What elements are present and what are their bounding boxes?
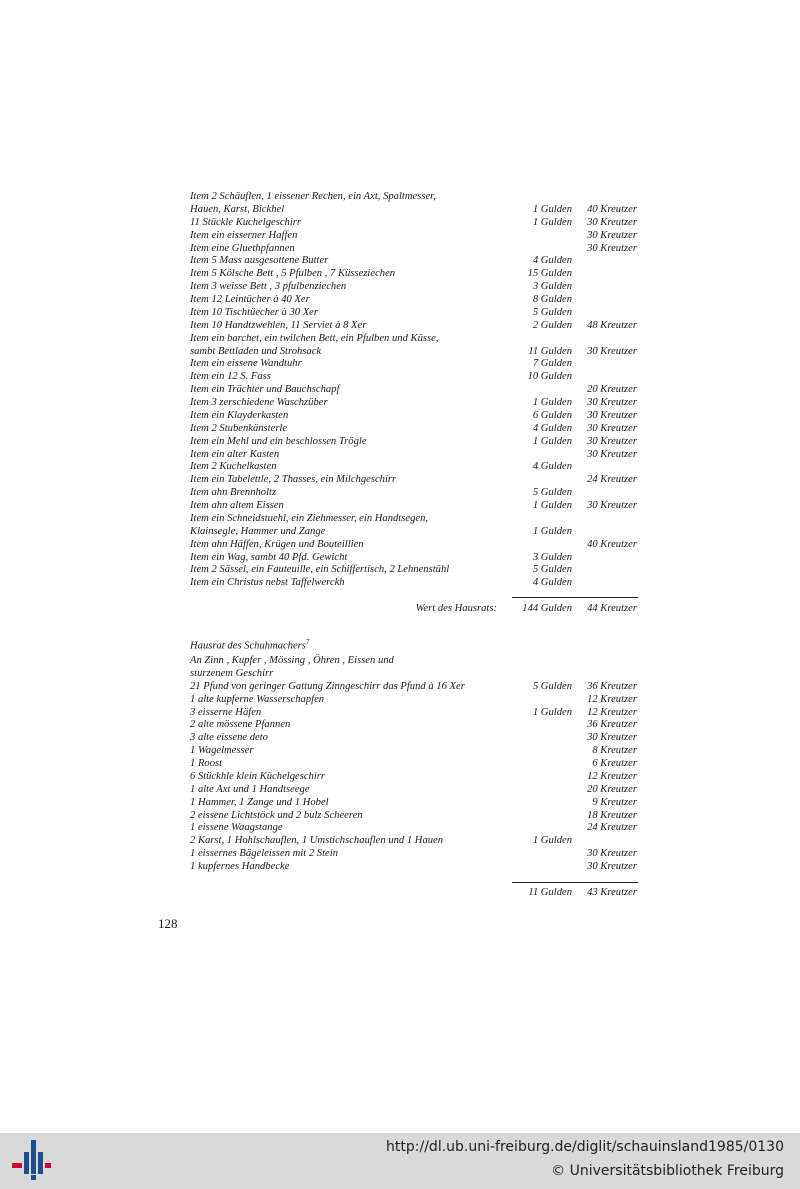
total-gulden: 144 Gulden xyxy=(522,603,572,614)
item-description: 1 alte Axt und 1 Handtseege xyxy=(190,783,310,795)
item-description: Item ahn altem Eissen xyxy=(190,500,284,511)
gulden-value: 15 Gulden xyxy=(527,268,572,280)
item-description: Hauen, Karst, Bickhel xyxy=(190,203,285,215)
copyright-notice: © Universitätsbibliothek Freiburg xyxy=(551,1163,784,1179)
inventory-row xyxy=(190,461,638,474)
gulden-value: 3 Gulden xyxy=(532,551,572,563)
item-description: Item 2 Stubenkänsterle xyxy=(190,422,288,434)
inventory-row xyxy=(190,397,638,410)
item-description: Item ein Schneidstuehl, ein Ziehmesser, ein Handtsegen, xyxy=(190,512,429,524)
inventory-row xyxy=(190,835,638,848)
kreutzer-value: 30 Kreutzer xyxy=(587,422,637,434)
gulden-value: 2 Gulden xyxy=(532,319,572,331)
kreutzer-value: 40 Kreutzer xyxy=(587,538,637,550)
inventory-row xyxy=(190,281,638,294)
inventory-row xyxy=(190,513,638,526)
item-description: sturzenem Geschirr xyxy=(190,667,274,679)
inventory-row xyxy=(190,436,638,449)
item-description: Item 10 Handtzwehlen, 11 Serviet à 8 Xer xyxy=(190,319,367,331)
kreutzer-value: 30 Kreutzer xyxy=(587,861,637,872)
item-description: Item 12 Leintücher à 40 Xer xyxy=(190,294,310,305)
item-description: Item 3 weisse Bett , 3 pfulbenziechen xyxy=(190,281,347,293)
kreutzer-value: 12 Kreutzer xyxy=(587,693,637,705)
inventory-row xyxy=(190,333,638,346)
item-description: Item ein eissene Wandtuhr xyxy=(190,358,302,370)
inventory-row xyxy=(190,784,638,797)
item-description: 3 alte eissene deto xyxy=(190,732,268,744)
kreutzer-value: 30 Kreutzer xyxy=(587,448,637,460)
household-total-row xyxy=(190,602,638,615)
gulden-value: 1 Gulden xyxy=(532,500,572,511)
gulden-value: 5 Gulden xyxy=(532,487,572,499)
item-description: Item 2 Kuchelkasten xyxy=(190,461,277,473)
gulden-value: 6 Gulden xyxy=(532,409,572,421)
item-description: 1 Roost xyxy=(190,758,223,769)
total-kreutzer: 44 Kreutzer xyxy=(587,603,637,614)
total-label: Wert des Hausrats: xyxy=(415,603,497,614)
item-description: Item ein barchet, ein twilchen Bett, ein Pfulben und Küsse, xyxy=(190,332,439,344)
kreutzer-value: 30 Kreutzer xyxy=(587,500,637,511)
gulden-value: 5 Gulden xyxy=(532,680,572,692)
gulden-value: 1 Gulden xyxy=(532,216,572,228)
kreutzer-value: 30 Kreutzer xyxy=(587,409,637,421)
inventory-row xyxy=(190,668,638,681)
gulden-value: 1 Gulden xyxy=(532,435,572,447)
inventory-row xyxy=(190,320,638,333)
inventory-row xyxy=(190,797,638,810)
item-description: 1 eissene Waagstange xyxy=(190,822,283,834)
kreutzer-value: 30 Kreutzer xyxy=(587,345,637,357)
item-description: Item ein alter Kasten xyxy=(190,448,280,460)
item-description: sambt Bettladen und Strohsack xyxy=(190,345,322,357)
inventory-row xyxy=(190,449,638,462)
kreutzer-value: 12 Kreutzer xyxy=(587,706,637,718)
item-description: 2 alte mössene Pfannen xyxy=(190,719,291,731)
kreutzer-value: 30 Kreutzer xyxy=(587,397,637,408)
item-description: Item ein 12 S. Fass xyxy=(190,371,271,383)
inventory-row xyxy=(190,810,638,823)
item-description: Item ein Klayderkasten xyxy=(190,409,289,421)
inventory-row xyxy=(190,500,638,513)
inventory-row xyxy=(190,487,638,500)
inventory-row xyxy=(190,410,638,423)
item-description: Item ein Christus nebst Taffelwerckh xyxy=(190,577,345,589)
item-description: Item ahn Brennholtz xyxy=(190,487,277,499)
kreutzer-value: 12 Kreutzer xyxy=(587,770,637,782)
kreutzer-value: 20 Kreutzer xyxy=(587,783,637,795)
inventory-row xyxy=(190,423,638,436)
inventory-row xyxy=(190,255,638,268)
inventory-row xyxy=(190,719,638,732)
shoemaker-inventory-list xyxy=(190,655,638,874)
gulden-value: 1 Gulden xyxy=(532,397,572,408)
gulden-value: 7 Gulden xyxy=(532,358,572,370)
item-description: Item 5 Kölsche Bett , 5 Pfulben , 7 Küsseziechen xyxy=(190,268,396,280)
item-description: Klainsegle, Hammer und Zange xyxy=(190,525,326,537)
item-description: 2 Karst, 1 Hohlschauflen, 1 Umstichschauflen und 1 Hauen xyxy=(190,835,444,847)
kreutzer-value: 30 Kreutzer xyxy=(587,435,637,447)
inventory-row xyxy=(190,848,638,861)
gulden-value: 4 Gulden xyxy=(532,422,572,434)
kreutzer-value: 30 Kreutzer xyxy=(587,242,637,254)
inventory-row xyxy=(190,217,638,230)
kreutzer-value: 30 Kreutzer xyxy=(587,216,637,228)
kreutzer-value: 36 Kreutzer xyxy=(587,680,637,692)
gulden-value: 3 Gulden xyxy=(532,281,572,293)
gulden-value: 4 Gulden xyxy=(532,255,572,267)
gulden-value: 1 Gulden xyxy=(532,525,572,537)
inventory-row xyxy=(190,307,638,320)
total-gulden: 11 Gulden xyxy=(528,887,572,898)
kreutzer-value: 6 Kreutzer xyxy=(592,758,637,769)
item-description: Item ahn Häffen, Krügen und Bouteillien xyxy=(190,538,364,550)
item-description: Item ein Tabelettle, 2 Thasses, ein Milchgeschirr xyxy=(190,474,397,486)
kreutzer-value: 40 Kreutzer xyxy=(587,203,637,215)
kreutzer-value: 8 Kreutzer xyxy=(592,745,637,757)
item-description: 21 Pfund von geringer Gattung Zinngeschirr das Pfund à 16 Xer xyxy=(190,680,465,692)
ub-freiburg-logo-icon[interactable] xyxy=(12,1140,50,1180)
inventory-row xyxy=(190,358,638,371)
inventory-row xyxy=(190,771,638,784)
household-inventory-list xyxy=(190,191,638,590)
inventory-row xyxy=(190,526,638,539)
item-description: An Zinn , Kupfer , Mössing , Öhren , Eissen und xyxy=(190,655,394,666)
shoemaker-total-row xyxy=(190,886,638,899)
inventory-row xyxy=(190,745,638,758)
inventory-row xyxy=(190,539,638,552)
sum-rule xyxy=(512,882,638,883)
gulden-value: 5 Gulden xyxy=(532,306,572,318)
item-description: Item 2 Schäuflen, 1 eissener Rechen, ein Axt, Spaltmesser, xyxy=(190,191,436,202)
kreutzer-value: 36 Kreutzer xyxy=(587,719,637,731)
kreutzer-value: 30 Kreutzer xyxy=(587,848,637,860)
gulden-value: 1 Gulden xyxy=(532,835,572,847)
gulden-value: 5 Gulden xyxy=(532,564,572,576)
gulden-value: 10 Gulden xyxy=(527,371,572,383)
gulden-value: 4 Gulden xyxy=(532,461,572,473)
inventory-row xyxy=(190,732,638,745)
inventory-row xyxy=(190,294,638,307)
kreutzer-value: 24 Kreutzer xyxy=(587,474,637,486)
footnote-marker: 7 xyxy=(305,638,310,646)
item-description: 2 eissene Lichtstöck und 2 bulz Scheeren xyxy=(190,809,363,821)
inventory-row xyxy=(190,191,638,204)
item-description: 1 Wagelmesser xyxy=(190,745,254,757)
item-description: 1 alte kupferne Wasserschapfen xyxy=(190,693,325,705)
gulden-value: 11 Gulden xyxy=(528,345,572,357)
section-title-text: Hausrat des Schuhmachers xyxy=(190,640,306,652)
item-description: 11 Stückle Kuchelgeschirr xyxy=(190,216,302,228)
item-description: Item 5 Mass ausgesottene Butter xyxy=(190,255,329,267)
inventory-row xyxy=(190,707,638,720)
source-url-link[interactable]: http://dl.ub.uni-freiburg.de/diglit/schauinsland1985/0130 xyxy=(386,1139,784,1155)
gulden-value: 4 Gulden xyxy=(532,577,572,589)
inventory-row xyxy=(190,230,638,243)
item-description: Item eine Gluethpfannen xyxy=(190,242,295,254)
kreutzer-value: 9 Kreutzer xyxy=(592,796,637,808)
item-description: 1 kupfernes Handbecke xyxy=(190,861,290,872)
gulden-value: 8 Gulden xyxy=(532,294,572,305)
kreutzer-value: 18 Kreutzer xyxy=(587,809,637,821)
inventory-row xyxy=(190,474,638,487)
kreutzer-value: 20 Kreutzer xyxy=(587,384,637,396)
item-description: Item ein Trächter und Bauchschapf xyxy=(190,384,340,396)
inventory-row xyxy=(190,681,638,694)
inventory-row xyxy=(190,346,638,359)
kreutzer-value: 24 Kreutzer xyxy=(587,822,637,834)
item-description: Item 2 Sässel, ein Fauteuille, ein Schiffertisch, 2 Lehnenstühl xyxy=(190,564,450,576)
inventory-row xyxy=(190,861,638,874)
item-description: 6 Stückhle klein Küchelgeschirr xyxy=(190,770,326,782)
kreutzer-value: 30 Kreutzer xyxy=(587,229,637,241)
inventory-row xyxy=(190,694,638,707)
inventory-row xyxy=(190,268,638,281)
item-description: Item ein Mehl und ein beschlossen Trögle xyxy=(190,435,367,447)
item-description: 1 Hammer, 1 Zange und 1 Hobel xyxy=(190,796,329,808)
inventory-row xyxy=(190,371,638,384)
inventory-row xyxy=(190,243,638,256)
inventory-row xyxy=(190,204,638,217)
sum-rule xyxy=(512,597,638,598)
gulden-value: 1 Gulden xyxy=(532,706,572,718)
item-description: 3 eisserne Häfen xyxy=(190,706,262,718)
kreutzer-value: 30 Kreutzer xyxy=(587,732,637,744)
inventory-row xyxy=(190,577,638,590)
gulden-value: 1 Gulden xyxy=(532,203,572,215)
inventory-row xyxy=(190,384,638,397)
item-description: Item ein Wag, sambt 40 Pfd. Gewicht xyxy=(190,551,348,563)
item-description: 1 eissernes Bägeleissen mit 2 Stein xyxy=(190,848,338,860)
item-description: Item ein eisserner Haffen xyxy=(190,229,298,241)
inventory-row xyxy=(190,822,638,835)
page-number: 128 xyxy=(158,916,178,931)
item-description: Item 3 zerschiedene Waschzüber xyxy=(190,397,328,408)
section-title xyxy=(190,638,309,652)
inventory-row xyxy=(190,552,638,565)
inventory-row xyxy=(190,564,638,577)
inventory-row xyxy=(190,655,638,668)
item-description: Item 10 Tischtüecher à 30 Xer xyxy=(190,306,318,318)
total-kreutzer: 43 Kreutzer xyxy=(587,887,637,898)
kreutzer-value: 48 Kreutzer xyxy=(587,319,637,331)
inventory-row xyxy=(190,758,638,771)
